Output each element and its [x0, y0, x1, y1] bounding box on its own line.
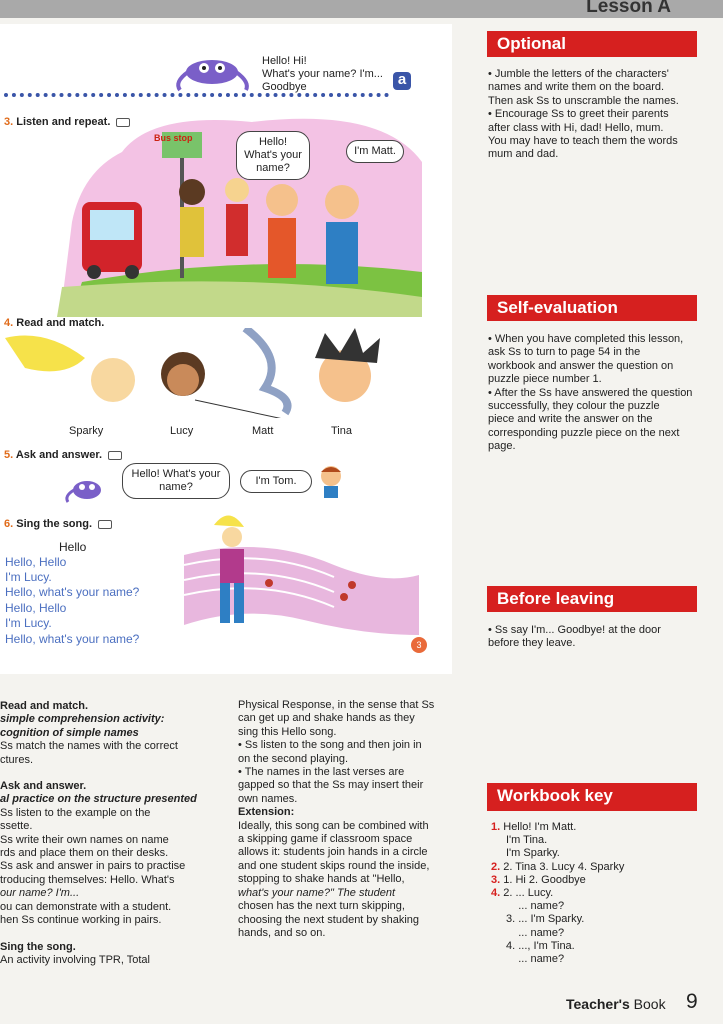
unit-letter-badge: a	[393, 72, 411, 90]
lesson-title: Lesson A	[586, 0, 671, 17]
purple-monster-illustration	[170, 44, 255, 94]
page-number: 9	[686, 990, 698, 1013]
book-label: Teacher's Book	[566, 996, 666, 1012]
cassette-icon	[108, 451, 122, 460]
before-leaving-text: • Ss say I'm... Goodbye! at the door before they leave.	[488, 624, 661, 650]
song-line: Hello, Hello	[5, 601, 67, 615]
greeting-line-2: What's your name? I'm...	[262, 68, 383, 80]
workbook-key-list: 1. Hello! I'm Matt. I'm Tina. I'm Sparky. 2. 2. Tina 3. Lucy 4. Sparky 3. 1. Hi 2. Goodbye 4. 2. ... Lucy. ... name? 3. ... I'm Sparky. ... name? 4. ..., I'm Tina. ... name?	[491, 821, 625, 966]
tom-character-icon	[316, 462, 346, 500]
song-line: I'm Lucy.	[5, 616, 52, 630]
song-line: I'm Lucy.	[5, 570, 52, 584]
before-leaving-heading: Before leaving	[487, 586, 697, 612]
section-4-heading: 4. Read and match.	[4, 317, 105, 329]
song-line: Hello, what's your name?	[5, 585, 140, 599]
teacher-notes-middle: Physical Response, in the sense that Ss can get up and shake hands as they sing this Hello song. • Ss listen to the song and then join in on the second playing. • The names in the last verses are gapped so that the Ss may insert their own names. Extension: Ideally, this song can be combined with a skipping game if classroom space allows it: students join hands in a circle and one student skips round the inside, stopping to shake hands at "Hello, what's your name?" The student chosen has the next turn skipping, choosing the next student by shaking hands, and so on.	[238, 699, 435, 939]
bus-stop-sign: Bus stop	[154, 133, 193, 143]
section-3-heading: 3. Listen and repeat.	[4, 116, 130, 128]
section-6-heading: 6. Sing the song.	[4, 518, 112, 530]
workbook-key-heading: Workbook key	[487, 783, 697, 811]
song-music-staff-illustration	[184, 505, 419, 645]
characters-row	[5, 328, 400, 418]
song-line: Hello, what's your name?	[5, 632, 140, 646]
self-evaluation-heading: Self-evaluation	[487, 295, 697, 321]
self-evaluation-text: • When you have completed this lesson, ask Ss to turn to page 54 in the workbook and answer the question on puzzle piece number 1. • After the Ss have answered the question successfully, they colour the puzzle piece and write the answer on the corresponding puzzle piece on the next page.	[488, 333, 693, 453]
greeting-line-3: Goodbye	[262, 81, 307, 93]
section-5-heading: 5. Ask and answer.	[4, 449, 122, 461]
name-label-tina: Tina	[331, 425, 352, 437]
name-label-lucy: Lucy	[170, 425, 194, 437]
teacher-notes-left: Read and match. simple comprehension activity: cognition of simple names Ss match the names with the correct ctures. Ask and answer. al practice on the structure presented Ss listen to the example on the ssette. Ss write their own names on name rds and place them on their desks. Ss ask and answer in pairs to practise troducing themselves: Hello. What's our name? I'm... ou can demonstrate with a student. hen Ss continue working in pairs. Sing the song. An activity involving TPR, Total	[0, 700, 197, 966]
speech-bubble-im-tom: I'm Tom.	[240, 470, 312, 493]
speech-bubble-hello: Hello! What's your name?	[236, 131, 310, 180]
name-label-matt: Matt	[252, 425, 274, 437]
speech-bubble-im-matt: I'm Matt.	[346, 140, 404, 163]
greeting-line-1: Hello! Hi!	[262, 55, 307, 67]
song-line: Hello, Hello	[5, 555, 67, 569]
speech-bubble-ask: Hello! What's your name?	[122, 463, 230, 499]
optional-text: • Jumble the letters of the characters' names and write them on the board. Then ask Ss to unscramble the names. • Encourage Ss to greet their parents after class with Hi, dad! Hello, mum. You may have to teach them the words mum and dad.	[488, 68, 679, 161]
song-title: Hello	[59, 540, 87, 554]
student-page-number: 3	[411, 637, 427, 653]
optional-heading: Optional	[487, 31, 697, 57]
name-label-sparky: Sparky	[69, 425, 104, 437]
dotted-divider	[4, 93, 389, 97]
small-monster-icon	[62, 470, 112, 504]
cassette-icon	[98, 520, 112, 529]
